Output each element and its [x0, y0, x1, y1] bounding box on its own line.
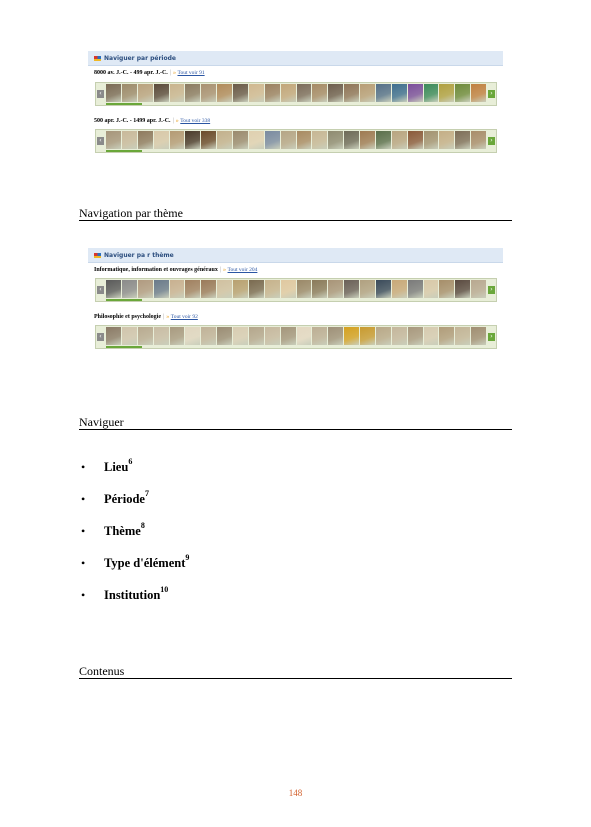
- thumbnail-image[interactable]: [249, 327, 264, 345]
- period-panel: [88, 51, 503, 161]
- thumbnail-image[interactable]: [471, 327, 486, 345]
- thumbnail-image[interactable]: [471, 131, 486, 149]
- next-arrow-button[interactable]: ›: [488, 137, 495, 145]
- period-row-1-carousel: [95, 82, 497, 106]
- thumbnail-image[interactable]: [233, 131, 248, 149]
- thumbnail-image[interactable]: [424, 84, 439, 102]
- thumbnail-image[interactable]: [344, 327, 359, 345]
- thumbnail-image[interactable]: [185, 327, 200, 345]
- thumbnail-image[interactable]: [297, 280, 312, 298]
- heading-naviguer: Naviguer: [79, 415, 512, 430]
- theme-panel-header: [88, 248, 503, 263]
- thumbnail-image[interactable]: [170, 327, 185, 345]
- theme-row-2-carousel: [95, 325, 497, 349]
- arrow-icon: »: [166, 314, 170, 320]
- thumbnail-image[interactable]: [122, 131, 137, 149]
- thumbnail-image[interactable]: [249, 84, 264, 102]
- period-row-1-label: 8000 av. J.-C. - 499 apr. J.-C.: [94, 70, 168, 76]
- prev-arrow-button[interactable]: ‹: [97, 333, 104, 341]
- footnote-ref: 7: [144, 489, 149, 498]
- thumbnail-image[interactable]: [217, 84, 232, 102]
- period-panel-header: [88, 51, 503, 66]
- thumbnail-image[interactable]: [122, 280, 137, 298]
- theme-row-1-title: Informatique, information et ouvrages généraux | » Tout voir 204: [94, 267, 258, 273]
- prev-arrow-button[interactable]: ‹: [97, 137, 104, 145]
- thumbnail-image[interactable]: [265, 327, 280, 345]
- thumbnail-image[interactable]: [455, 131, 470, 149]
- bullet-icon: •: [81, 556, 86, 570]
- footnote-ref: 10: [160, 585, 169, 594]
- thumbnail-image[interactable]: [376, 280, 391, 298]
- thumbnail-image[interactable]: [217, 327, 232, 345]
- thumbnail-image[interactable]: [392, 327, 407, 345]
- thumbnail-image[interactable]: [471, 84, 486, 102]
- arrow-icon: »: [172, 70, 176, 76]
- thumbnail-image[interactable]: [439, 327, 454, 345]
- theme-row-1-label: Informatique, information et ouvrages généraux: [94, 267, 218, 273]
- thumbnail-image[interactable]: [281, 280, 296, 298]
- thumbnail-image[interactable]: [201, 280, 216, 298]
- thumbnail-image[interactable]: [312, 84, 327, 102]
- thumbnail-image[interactable]: [424, 327, 439, 345]
- period-row-1-title: 8000 av. J.-C. - 499 apr. J.-C. | » Tout voir 91: [94, 70, 205, 76]
- thumbnail-image[interactable]: [328, 84, 343, 102]
- thumbnail-image[interactable]: [455, 84, 470, 102]
- page-number: 148: [288, 788, 303, 798]
- thumbnail-image[interactable]: [376, 327, 391, 345]
- thumbnail-image[interactable]: [185, 84, 200, 102]
- thumbnail-image[interactable]: [376, 131, 391, 149]
- arrow-icon: »: [223, 267, 227, 273]
- thumbnail-image[interactable]: [265, 84, 280, 102]
- period-row-2-label: 500 apr. J.-C. - 1499 apr. J.-C.: [94, 118, 171, 124]
- scroll-progress: [106, 346, 142, 348]
- thumbnail-image[interactable]: [312, 280, 327, 298]
- thumbnail-image[interactable]: [233, 84, 248, 102]
- thumbnail-image[interactable]: [170, 84, 185, 102]
- thumbnail-image[interactable]: [328, 327, 343, 345]
- thumbnail-image[interactable]: [138, 280, 153, 298]
- thumbnail-image[interactable]: [217, 280, 232, 298]
- flag-icon: [94, 253, 101, 258]
- period-row-2-title: 500 apr. J.-C. - 1499 apr. J.-C. | » Tout voir 338: [94, 118, 211, 124]
- list-item-label: Période: [104, 492, 145, 506]
- thumbnail-image[interactable]: [344, 84, 359, 102]
- arrow-icon: »: [175, 118, 179, 124]
- thumbnail-image[interactable]: [471, 280, 486, 298]
- thumbnail-strip: [106, 327, 486, 345]
- thumbnail-image[interactable]: [106, 327, 121, 345]
- thumbnail-image[interactable]: [360, 84, 375, 102]
- navigation-list: [79, 455, 189, 615]
- theme-row-2-title: Philosophie et psychologie | » Tout voir 92: [94, 314, 198, 320]
- thumbnail-image[interactable]: [376, 84, 391, 102]
- thumbnail-image[interactable]: [392, 131, 407, 149]
- thumbnail-image[interactable]: [185, 280, 200, 298]
- see-all-link[interactable]: Tout voir 91: [177, 70, 205, 76]
- theme-panel: [88, 248, 503, 358]
- thumbnail-image[interactable]: [233, 327, 248, 345]
- thumbnail-image[interactable]: [249, 131, 264, 149]
- thumbnail-image[interactable]: [344, 280, 359, 298]
- thumbnail-image[interactable]: [408, 84, 423, 102]
- list-item-label: Type d'élément: [104, 556, 186, 570]
- thumbnail-image[interactable]: [297, 131, 312, 149]
- thumbnail-image[interactable]: [455, 327, 470, 345]
- thumbnail-image[interactable]: [360, 131, 375, 149]
- footnote-ref: 8: [140, 521, 145, 530]
- thumbnail-image[interactable]: [360, 327, 375, 345]
- list-item-lieu[interactable]: [79, 455, 189, 487]
- footnote-ref: 9: [185, 553, 190, 562]
- thumbnail-image[interactable]: [297, 84, 312, 102]
- heading-contenus: Contenus: [79, 664, 512, 679]
- thumbnail-image[interactable]: [439, 280, 454, 298]
- period-panel-title: Naviguer par période: [104, 54, 176, 62]
- thumbnail-image[interactable]: [424, 280, 439, 298]
- thumbnail-image[interactable]: [408, 280, 423, 298]
- list-item-theme[interactable]: [79, 519, 189, 551]
- thumbnail-image[interactable]: [154, 327, 169, 345]
- thumbnail-strip: [106, 131, 486, 149]
- theme-row-2-label: Philosophie et psychologie: [94, 314, 162, 320]
- footnote-ref: 6: [128, 457, 133, 466]
- thumbnail-image[interactable]: [392, 280, 407, 298]
- thumbnail-image[interactable]: [217, 131, 232, 149]
- thumbnail-image[interactable]: [154, 84, 169, 102]
- flag-icon: [94, 56, 101, 61]
- bullet-icon: •: [81, 460, 86, 474]
- thumbnail-image[interactable]: [201, 327, 216, 345]
- see-all-link[interactable]: Tout voir 204: [227, 267, 258, 273]
- next-arrow-button[interactable]: ›: [488, 90, 495, 98]
- thumbnail-image[interactable]: [154, 280, 169, 298]
- thumbnail-image[interactable]: [170, 280, 185, 298]
- thumbnail-image[interactable]: [408, 327, 423, 345]
- theme-row-1-carousel: [95, 278, 497, 302]
- thumbnail-image[interactable]: [154, 131, 169, 149]
- list-item-label: Institution: [104, 588, 161, 602]
- thumbnail-image[interactable]: [138, 131, 153, 149]
- bullet-icon: •: [81, 588, 86, 602]
- thumbnail-image[interactable]: [265, 131, 280, 149]
- list-item-label: Lieu: [104, 460, 129, 474]
- scroll-progress: [106, 299, 142, 301]
- thumbnail-image[interactable]: [265, 280, 280, 298]
- thumbnail-image[interactable]: [249, 280, 264, 298]
- thumbnail-image[interactable]: [281, 131, 296, 149]
- thumbnail-image[interactable]: [106, 84, 121, 102]
- thumbnail-image[interactable]: [312, 327, 327, 345]
- see-all-link[interactable]: Tout voir 92: [170, 314, 198, 320]
- heading-navigation-par-theme: Navigation par thème: [79, 206, 512, 221]
- next-arrow-button[interactable]: ›: [488, 286, 495, 294]
- thumbnail-image[interactable]: [312, 131, 327, 149]
- thumbnail-image[interactable]: [281, 84, 296, 102]
- prev-arrow-button[interactable]: ‹: [97, 90, 104, 98]
- list-item-label: Thème: [104, 524, 141, 538]
- thumbnail-image[interactable]: [201, 131, 216, 149]
- thumbnail-image[interactable]: [424, 131, 439, 149]
- thumbnail-image[interactable]: [281, 327, 296, 345]
- thumbnail-image[interactable]: [360, 280, 375, 298]
- see-all-link[interactable]: Tout voir 338: [180, 118, 211, 124]
- theme-panel-title: Naviguer pa r thème: [104, 251, 174, 259]
- thumbnail-image[interactable]: [408, 131, 423, 149]
- bullet-icon: •: [81, 524, 86, 538]
- thumbnail-image[interactable]: [455, 280, 470, 298]
- list-item-periode[interactable]: [79, 487, 189, 519]
- bullet-icon: •: [81, 492, 86, 506]
- scroll-progress: [106, 150, 142, 152]
- thumbnail-image[interactable]: [344, 131, 359, 149]
- thumbnail-image[interactable]: [138, 84, 153, 102]
- prev-arrow-button[interactable]: ‹: [97, 286, 104, 294]
- thumbnail-image[interactable]: [201, 84, 216, 102]
- thumbnail-image[interactable]: [106, 280, 121, 298]
- thumbnail-image[interactable]: [439, 84, 454, 102]
- scroll-progress: [106, 103, 142, 105]
- thumbnail-image[interactable]: [170, 131, 185, 149]
- thumbnail-image[interactable]: [297, 327, 312, 345]
- period-row-2-carousel: [95, 129, 497, 153]
- thumbnail-image[interactable]: [233, 280, 248, 298]
- thumbnail-image[interactable]: [392, 84, 407, 102]
- thumbnail-image[interactable]: [122, 84, 137, 102]
- thumbnail-image[interactable]: [122, 327, 137, 345]
- thumbnail-image[interactable]: [328, 280, 343, 298]
- thumbnail-image[interactable]: [106, 131, 121, 149]
- thumbnail-image[interactable]: [138, 327, 153, 345]
- list-item-type[interactable]: [79, 551, 189, 583]
- thumbnail-image[interactable]: [185, 131, 200, 149]
- thumbnail-strip: [106, 84, 486, 102]
- thumbnail-strip: [106, 280, 486, 298]
- list-item-institution[interactable]: [79, 583, 189, 615]
- thumbnail-image[interactable]: [328, 131, 343, 149]
- next-arrow-button[interactable]: ›: [488, 333, 495, 341]
- thumbnail-image[interactable]: [439, 131, 454, 149]
